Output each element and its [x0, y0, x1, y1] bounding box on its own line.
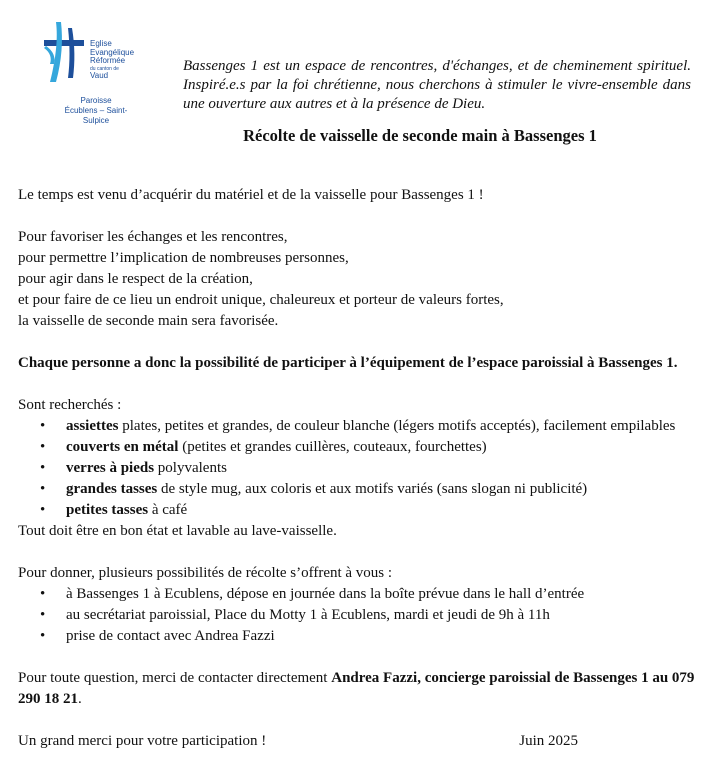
list-item: • au secrétariat paroissial, Place du Motty 1 à Ecublens, mardi et jeudi de 9h à 11h	[18, 605, 698, 626]
date-line: Juin 2025	[519, 733, 578, 749]
parish-logo	[42, 16, 172, 126]
sought-heading: Sont recherchés :	[18, 397, 122, 413]
list-item: • couverts en métal (petites et grandes cuillères, couteaux, fourchettes)	[18, 437, 698, 458]
church-name-line: Vaud	[90, 70, 109, 80]
cross-logo-icon	[42, 18, 86, 86]
church-name-line: Réformée	[90, 56, 126, 65]
condition-note: Tout doit être en bon état et lavable au lave-vaisselle.	[18, 523, 337, 539]
donate-list	[18, 584, 698, 647]
reason-line: pour permettre l’implication de nombreuses personnes,	[18, 250, 349, 266]
reason-line: la vaisselle de seconde main sera favorisée.	[18, 313, 279, 329]
church-name-line: du canton de	[90, 65, 119, 72]
document-body	[18, 185, 698, 752]
intro-paragraph: Bassenges 1 est un espace de rencontres, d'échanges, et de cheminement spirituel. Inspiré.e.s par la foi chrétienne, nous cherchons à stimuler le vivre-ensemble dans une ouverture aux autres et à la présence de Dieu.	[183, 58, 691, 112]
sought-list	[18, 416, 698, 521]
parish-name	[54, 96, 138, 126]
church-name-line: Evangélique	[90, 47, 135, 57]
list-item: • verres à pieds polyvalents	[18, 458, 698, 479]
list-item: • prise de contact avec Andrea Fazzi	[18, 626, 698, 647]
reason-line: et pour faire de ce lieu un endroit unique, chaleureux et porteur de valeurs fortes,	[18, 292, 504, 308]
footer	[18, 731, 578, 752]
church-name	[90, 40, 134, 80]
list-item: • assiettes plates, petites et grandes, de couleur blanche (légers motifs acceptés), facilement empilables	[18, 416, 698, 437]
contact-paragraph: Pour toute question, merci de contacter directement Andrea Fazzi, concierge paroissial de Bassenges 1 au 079 290 18 21.	[18, 670, 695, 707]
list-item: • à Bassenges 1 à Ecublens, dépose en journée dans la boîte prévue dans le hall d’entrée	[18, 584, 698, 605]
reason-line: pour agir dans le respect de la création,	[18, 271, 253, 287]
parish-label: Paroisse	[80, 96, 112, 105]
reason-line: Pour favoriser les échanges et les rencontres,	[18, 229, 288, 245]
church-name-line: Eglise	[90, 39, 112, 48]
donate-heading: Pour donner, plusieurs possibilités de récolte s’offrent à vous :	[18, 565, 393, 581]
parish-location: Écublens – Saint-Sulpice	[64, 106, 128, 125]
lead-sentence: Le temps est venu d’acquérir du matériel et de la vaisselle pour Bassenges 1 !	[18, 187, 484, 203]
list-item: • petites tasses à café	[18, 500, 698, 521]
thanks-line: Un grand merci pour votre participation !	[18, 733, 267, 749]
call-to-action: Chaque personne a donc la possibilité de participer à l’équipement de l’espace paroissial à Bassenges 1.	[18, 355, 678, 371]
list-item: • grandes tasses de style mug, aux coloris et aux motifs variés (sans slogan ni publicité)	[18, 479, 698, 500]
page-title: Récolte de vaisselle de seconde main à Bassenges 1	[243, 126, 597, 145]
